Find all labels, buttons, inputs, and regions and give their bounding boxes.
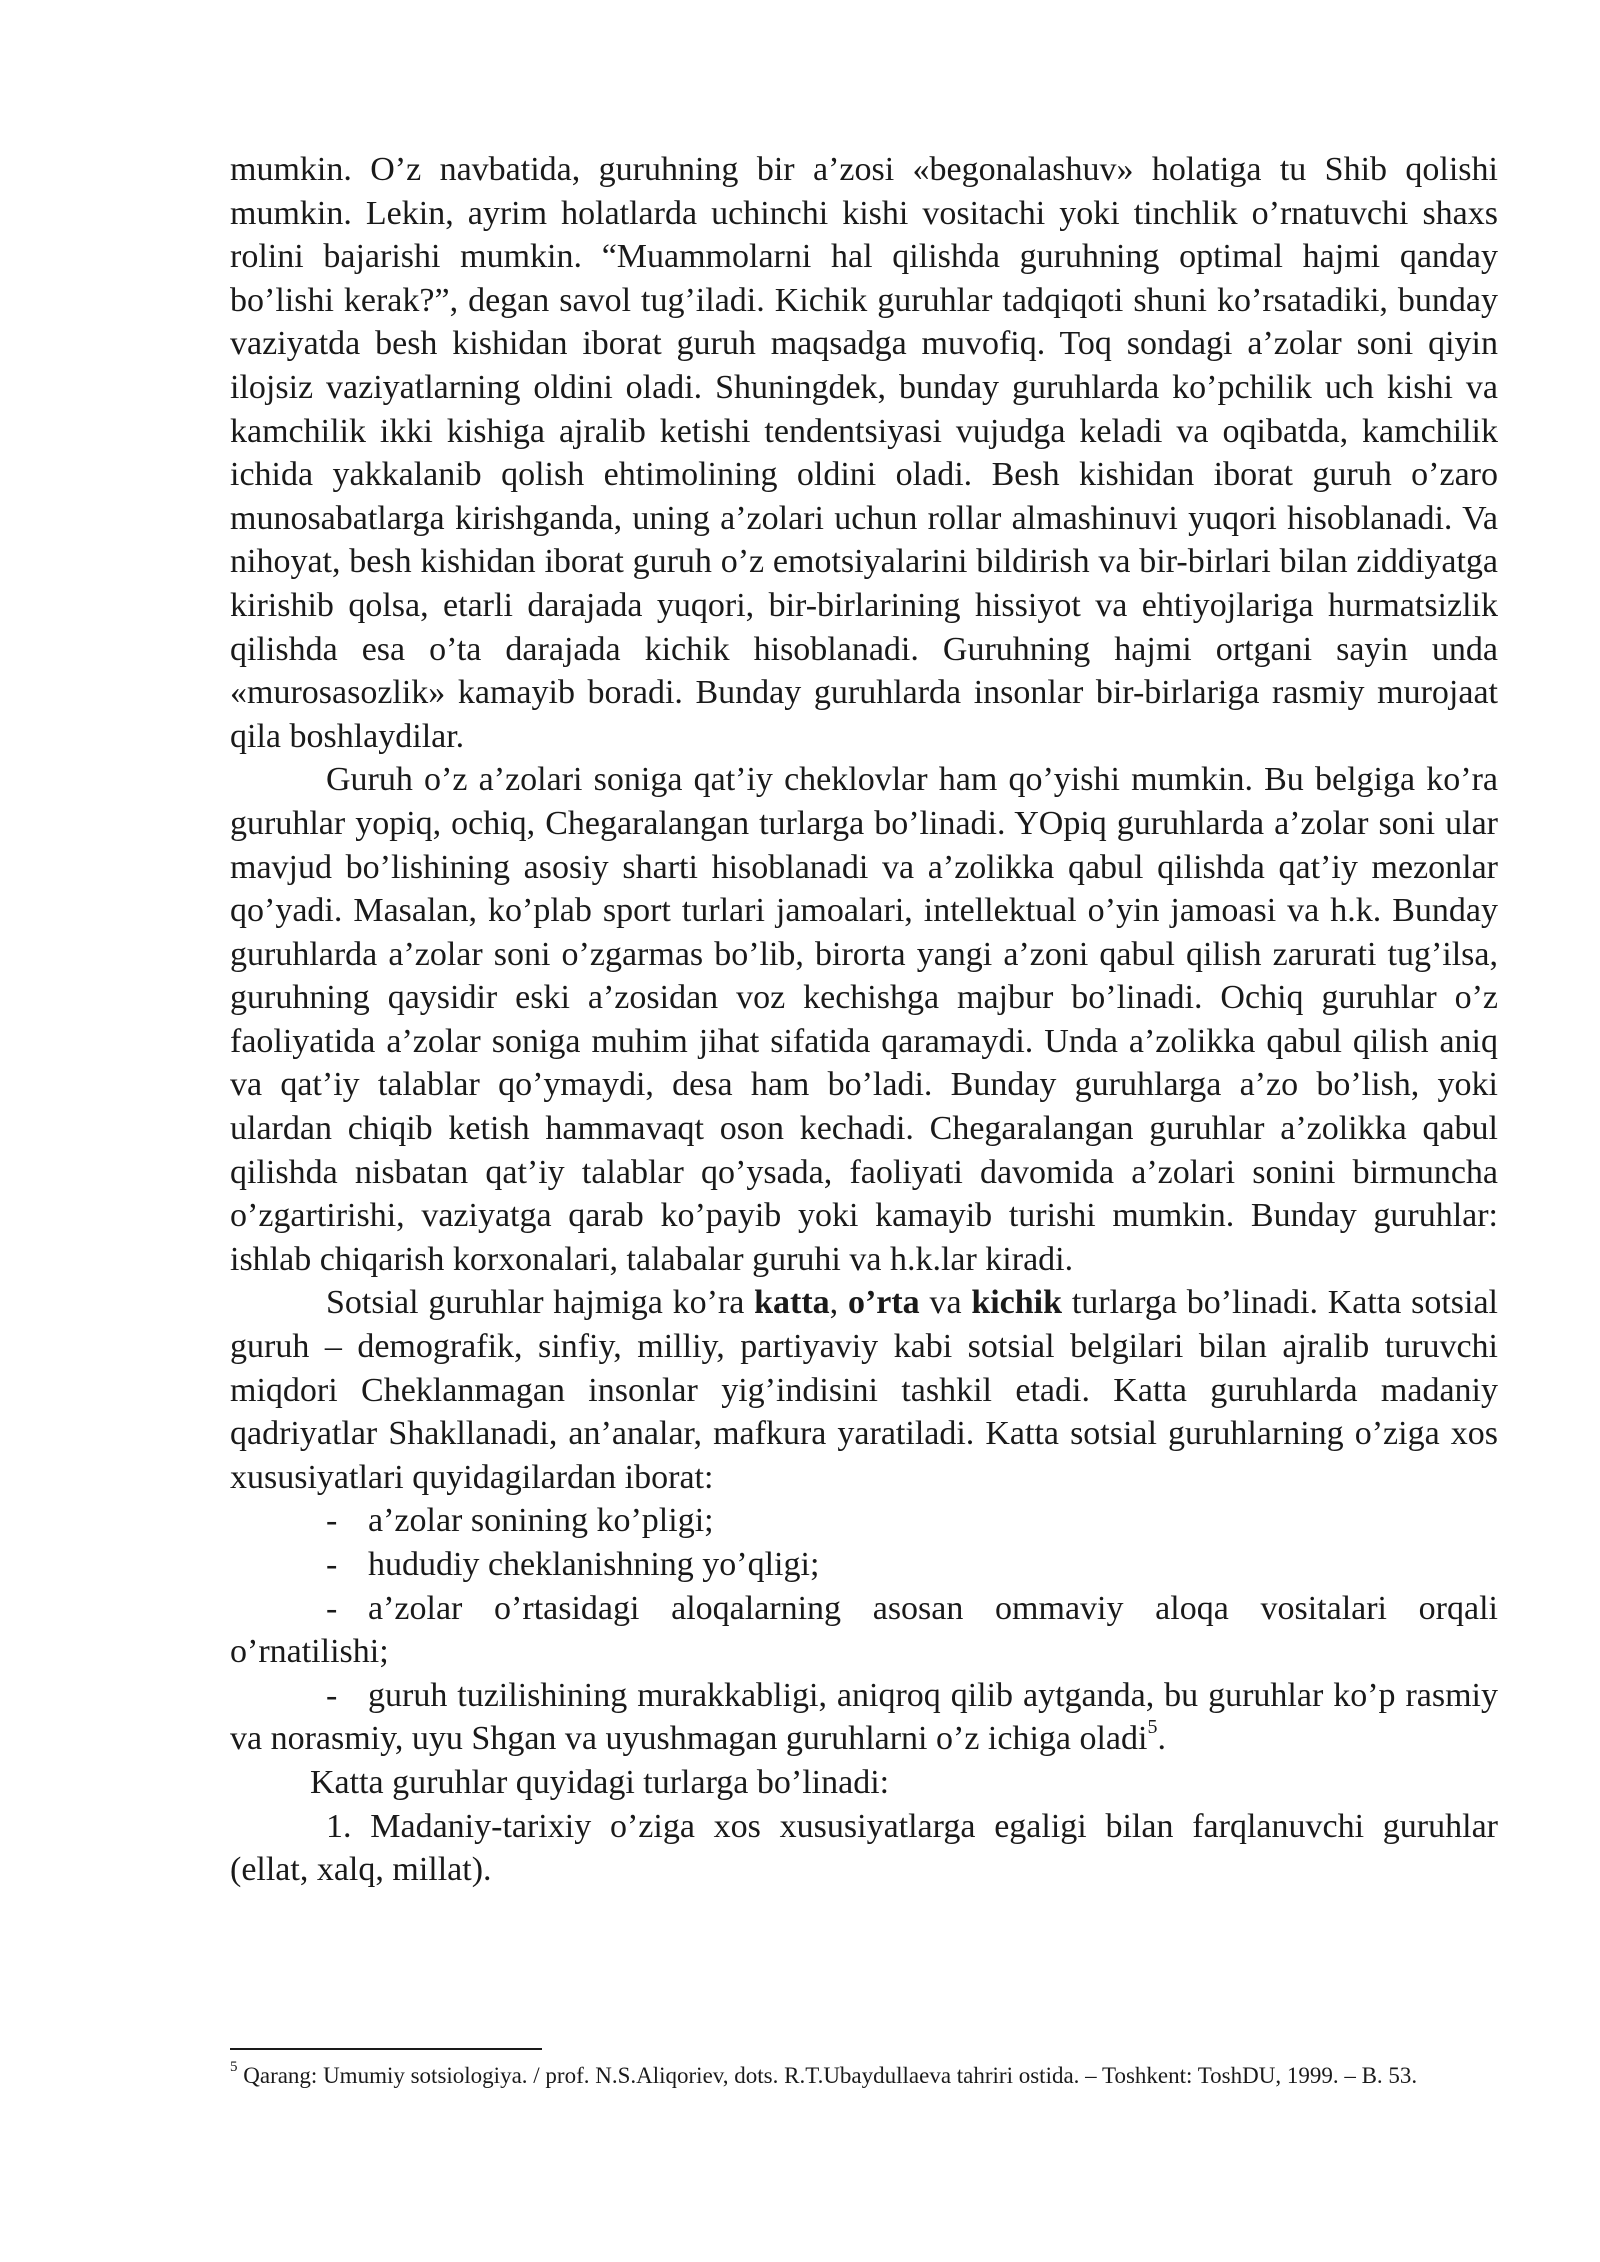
numbered-item: 1. Madaniy-tarixiy o’ziga xos xususiyatlarga egaligi bilan farqlanuvchi guruhlar (ellat, xalq, millat). bbox=[230, 1807, 1498, 1889]
bold-term-katta: katta bbox=[754, 1284, 830, 1322]
footnote-reference[interactable]: 5 bbox=[1147, 1716, 1158, 1739]
paragraph-3 bbox=[230, 1281, 1498, 1499]
bold-term-kichik: kichik bbox=[971, 1284, 1063, 1322]
list-item-text: guruh tuzilishining murakkabligi, aniqroq qilib aytganda, bu guruhlar ko’p rasmiy va norasmiy, uyu Shgan va uyushmagan guruhlarni o’z ichiga oladi bbox=[230, 1676, 1498, 1758]
bullet-dash: - bbox=[326, 1546, 338, 1583]
footnote-separator bbox=[230, 2048, 542, 2050]
paragraph-3-text-e: turlarga bo’linadi. Katta sotsial guruh – demografik, sinfiy, milliy, partiyaviy kabi sotsial belgilari bilan ajralib turuvchi miqdori Cheklanmagan insonlar yig’indisini tashkil etadi. Katta guruhlarda madaniy qadriyatlar Shakllanadi, an’analar, mafkura yaratiladi. Katta sotsial guruhlarning o’ziga xos xususiyatlari quyidagilardan iborat: bbox=[230, 1284, 1499, 1496]
footnote bbox=[230, 2060, 1498, 2091]
footnote-number: 5 bbox=[230, 2059, 238, 2076]
bold-term-orta: o’rta bbox=[847, 1284, 920, 1322]
page-body bbox=[230, 148, 1498, 1892]
list-item-text: hududiy cheklanishning yo’qligi; bbox=[368, 1546, 820, 1583]
bullet-dash: - bbox=[326, 1589, 338, 1627]
list-item-text: a’zolar sonining ko’pligi; bbox=[368, 1502, 714, 1540]
paragraph-4: Katta guruhlar quyidagi turlarga bo’linadi: bbox=[310, 1763, 890, 1801]
paragraph-1: mumkin. O’z navbatida, guruhning bir a’zosi «begonalashuv» holatiga tu Shib qolishi mumkin. Lekin, ayrim holatlarda uchinchi kishi vositachi yoki tinchlik o’rnatuvchi shaxs rolini bajarishi mumkin. “Muammolarni hal qilishda guruhning optimal hajmi qanday bo’lishi kerak?”, degan savol tug’iladi. Kichik guruhlar tadqiqoti shuni ko’rsatadiki, bunday vaziyatda besh kishidan iborat guruh maqsadga muvofiq. Toq sondagi a’zolar soni qiyin ilojsiz vaziyatlarning oldini oladi. Shuningdek, bunday guruhlarda ko’pchilik uch kishi va kamchilik ikki kishiga ajralib ketishi tendentsiyasi vujudga keladi va oqibatda, kamchilik ichida yakkalanib qolish ehtimolining oldini oladi. Besh kishidan iborat guruh o’zaro munosabatlarga kirishganda, uning a’zolari uchun rollar almashinuvi yuqori hisoblanadi. Va nihoyat, besh kishidan iborat guruh o’z emotsiyalarini bildirish va bir-birlari bilan ziddiyatga kirishib qolsa, etarli darajada yuqori, bir-birlarining hissiyot va ehtiyojlariga hurmatsizlik qilishda esa o’ta darajada kichik hisoblanadi. Guruhning hajmi ortgani sayin unda «murosasozlik» kamayib boradi. Bunday guruhlarda insonlar bir-birlariga rasmiy murojaat qila boshlaydilar. bbox=[230, 151, 1498, 755]
list-item bbox=[230, 1543, 1498, 1587]
bullet-dash: - bbox=[326, 1676, 338, 1714]
list-item-text: a’zolar o’rtasidagi aloqalarning asosan ommaviy aloqa vositalari orqali o’rnatilishi; bbox=[230, 1589, 1498, 1671]
bullet-dash: - bbox=[326, 1502, 338, 1540]
paragraph-3-text-a: Sotsial guruhlar hajmiga ko’ra bbox=[326, 1284, 755, 1322]
list-item-end: . bbox=[1157, 1720, 1166, 1758]
paragraph-3-text-d: va bbox=[919, 1284, 972, 1322]
list-item bbox=[230, 1499, 1498, 1543]
paragraph-3-text-c: , bbox=[829, 1284, 848, 1322]
list-item bbox=[230, 1587, 1498, 1674]
paragraph-2: Guruh o’z a’zolari soniga qat’iy cheklovlar ham qo’yishi mumkin. Bu belgiga ko’ra guruhlar yopiq, ochiq, Chegaralangan turlarga bo’linadi. YOpiq guruhlarda a’zolar soni ular mavjud bo’lishining asosiy sharti hisoblanadi va a’zolikka qabul qilishda qat’iy mezonlar qo’yadi. Masalan, ko’plab sport turlari jamoalari, intellektual o’yin jamoasi va h.k. Bunday guruhlarda a’zolar soni o’zgarmas bo’lib, birorta yangi a’zoni qabul qilish zarurati tug’ilsa, guruhning qaysidir eski a’zosidan voz kechishga majbur bo’linadi. Ochiq guruhlar o’z faoliyatida a’zolar soniga muhim jihat sifatida qaramaydi. Unda a’zolikka qabul qilish aniq va qat’iy talablar qo’ymaydi, desa ham bo’ladi. Bunday guruhlarga a’zo bo’lish, yoki ulardan chiqib ketish hammavaqt oson kechadi. Chegaralangan guruhlar a’zolikka qabul qilishda nisbatan qat’iy talablar qo’ysada, faoliyati davomida a’zolari sonini birmuncha o’zgartirishi, vaziyatga qarab ko’payib yoki kamayib turishi mumkin. Bunday guruhlar: ishlab chiqarish korxonalari, talabalar guruhi va h.k.lar kiradi. bbox=[230, 761, 1498, 1278]
footnote-text: Qarang: Umumiy sotsiologiya. / prof. N.S.Aliqoriev, dots. R.T.Ubaydullaeva tahriri ostida. – Toshkent: ToshDU, 1999. – B. 53. bbox=[237, 2063, 1418, 2088]
list-item bbox=[230, 1674, 1498, 1761]
